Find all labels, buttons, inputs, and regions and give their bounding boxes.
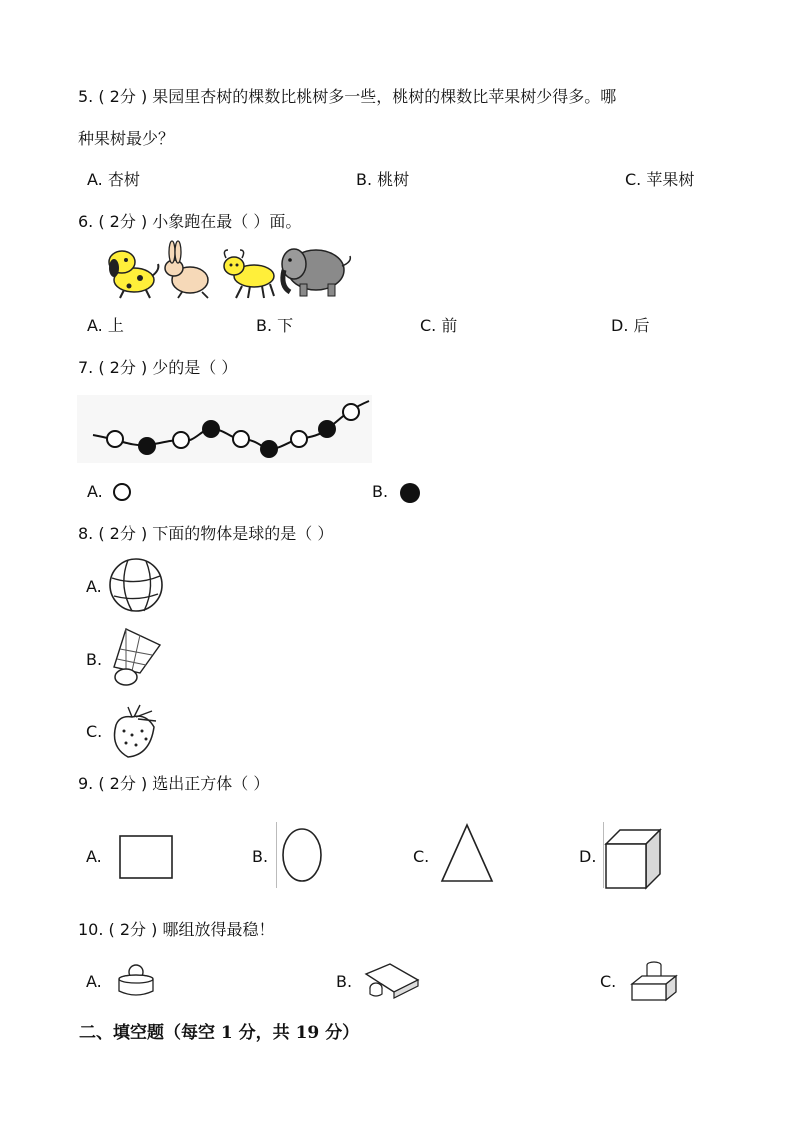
stack-a-icon[interactable]: [114, 962, 158, 998]
q8-stem: 8. ( 2分 ) 下面的物体是球的是（ ）: [78, 524, 334, 543]
cow-icon: [224, 250, 274, 298]
bead-black: [138, 437, 156, 455]
section2-title: 二、填空题（每空 1 分，共 19 分）: [79, 1023, 360, 1043]
q8-option-b-label[interactable]: B.: [86, 650, 103, 669]
triangle-icon[interactable]: [440, 822, 494, 884]
q7-beads: [77, 395, 372, 463]
dog-icon: [109, 251, 158, 298]
bead-white: [233, 431, 249, 447]
q6-animals-image: [104, 240, 354, 300]
q7-option-a-label[interactable]: A.: [87, 482, 103, 501]
elephant-icon: [282, 249, 350, 296]
q5-stem-line1: 5. ( 2分 ) 果园里杏树的棵数比桃树多一些，桃树的棵数比苹果树少得多。哪: [78, 87, 617, 106]
q6-option-b[interactable]: B. 下: [256, 316, 294, 335]
bead-black: [202, 420, 220, 438]
q5-option-a[interactable]: A. 杏树: [87, 170, 140, 189]
rabbit-icon: [165, 241, 208, 298]
q6-option-c[interactable]: C. 前: [420, 316, 458, 335]
q9-option-c-label[interactable]: C.: [413, 847, 430, 866]
oval-icon[interactable]: [280, 826, 326, 884]
q6-option-a[interactable]: A. 上: [87, 316, 124, 335]
bead-white: [173, 432, 189, 448]
divider: [276, 822, 277, 888]
q5-option-b[interactable]: B. 桃树: [356, 170, 410, 189]
bead-white: [107, 431, 123, 447]
shuttlecock-icon[interactable]: [106, 623, 166, 691]
q9-stem: 9. ( 2分 ) 选出正方体（ ）: [78, 774, 270, 793]
q7-option-b-label[interactable]: B.: [372, 482, 389, 501]
q6-stem: 6. ( 2分 ) 小象跑在最（ ）面。: [78, 212, 302, 231]
q9-option-d-label[interactable]: D.: [579, 847, 597, 866]
rectangle-icon[interactable]: [118, 834, 176, 880]
q7-stem: 7. ( 2分 ) 少的是（ ）: [78, 358, 238, 377]
cube-icon[interactable]: [604, 828, 662, 890]
q6-option-d[interactable]: D. 后: [611, 316, 650, 335]
q8-option-c-label[interactable]: C.: [86, 722, 103, 741]
q10-option-a-label[interactable]: A.: [86, 972, 102, 991]
q5-stem-line2: 种果树最少？: [78, 129, 175, 148]
stack-c-icon[interactable]: [628, 960, 680, 1002]
q9-option-a-label[interactable]: A.: [86, 847, 102, 866]
stack-b-icon[interactable]: [362, 960, 422, 1000]
q10-option-b-label[interactable]: B.: [336, 972, 353, 991]
black-bead-icon[interactable]: [399, 482, 421, 504]
q10-stem: 10. ( 2分 ) 哪组放得最稳！: [78, 920, 275, 939]
q10-option-c-label[interactable]: C.: [600, 972, 617, 991]
q8-option-a-label[interactable]: A.: [86, 577, 102, 596]
bead-black: [260, 440, 278, 458]
q5-option-c[interactable]: C. 苹果树: [625, 170, 695, 189]
basketball-icon[interactable]: [106, 556, 166, 614]
q9-option-b-label[interactable]: B.: [252, 847, 269, 866]
strawberry-icon[interactable]: [106, 703, 162, 761]
bead-white: [343, 404, 359, 420]
white-bead-icon[interactable]: [112, 482, 132, 502]
bead-black: [318, 420, 336, 438]
bead-white: [291, 431, 307, 447]
